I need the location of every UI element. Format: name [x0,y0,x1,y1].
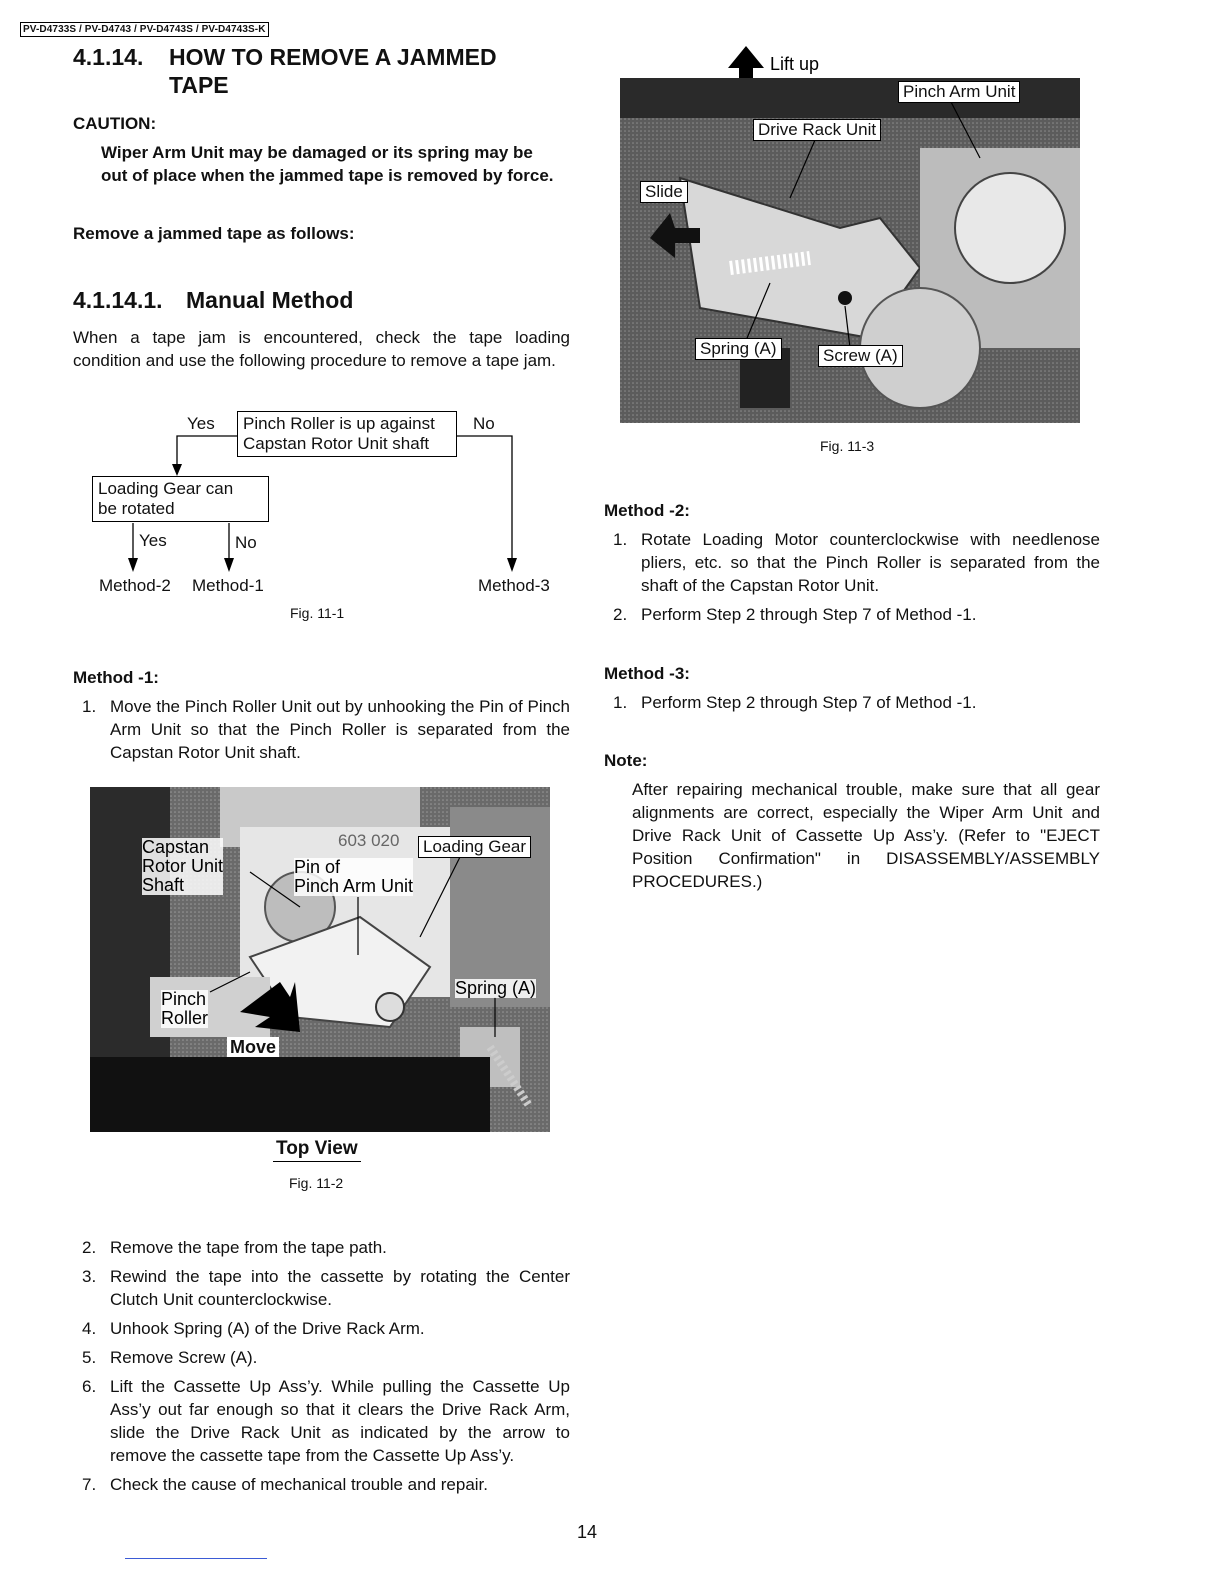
step-text: Perform Step 2 through Step 7 of Method -1. [641,693,977,712]
subsection-text: When a tape jam is encountered, check the tape loading condition and use the following procedure to remove a tape jam. [73,328,570,370]
fig2-view-label: Top View [273,1138,361,1162]
section-number: 4.1.14. [73,44,144,70]
list-item [613,528,1100,597]
step-number: 2. [613,605,628,624]
step-text: Lift the Cassette Up Ass’y. While pulling the Cassette Up Ass’y out far enough so that it clears the Drive Rack Arm, slide the Drive Rack Unit as indicated by the arrow to remove the cassette tape from the Cassette Up Ass’y. [110,1377,570,1465]
step-text: Move the Pinch Roller Unit out by unhooking the Pin of Pinch Arm Unit so that the Pinch Roller is separated from the Capstan Rotor Unit shaft. [110,697,570,762]
flow-box-pinch-roller [237,411,457,457]
fig3-photo [620,78,1080,423]
fig2-capstan-line3: Shaft [142,875,185,895]
fig2-photo [90,787,550,1132]
caution-line2: out of place when the jammed tape is removed by force. [101,166,554,185]
fig1-caption: Fig. 11-1 [290,605,345,621]
step-text: Perform Step 2 through Step 7 of Method -1. [641,605,977,624]
fig2-pinch-roller-label [161,990,208,1028]
list-item [82,1317,570,1340]
section-title-line2: TAPE [169,72,229,98]
step-number: 7. [82,1475,97,1494]
fig2-capstan-line1: Capstan [142,837,210,857]
list-item [82,1375,570,1467]
list-item [82,695,570,764]
subsection-number: 4.1.14.1. [73,287,163,313]
step-text: Rewind the tape into the cassette by rotating the Center Clutch Unit counterclockwise. [110,1267,570,1309]
caution-line1: Wiper Arm Unit may be damaged or its spring may be [101,143,533,162]
method3-title: Method -3: [604,664,690,683]
step-number: 1. [613,693,628,712]
flow-box-pinch-line2: Capstan Rotor Unit shaft [243,434,430,453]
step-number: 6. [82,1377,97,1396]
method2-title: Method -2: [604,501,690,520]
fig2-caption: Fig. 11-2 [289,1175,344,1191]
fig3-caption: Fig. 11-3 [820,438,875,454]
step-text: Check the cause of mechanical trouble and repair. [110,1475,489,1494]
fig3-screw-label: Screw (A) [818,345,903,367]
flowchart-lines [0,0,600,640]
list-item [82,1265,570,1311]
step-text: Remove Screw (A). [110,1348,258,1367]
fig2-pin-line2: Pinch Arm Unit [294,876,414,896]
fig3-spring-label: Spring (A) [695,338,782,360]
fig2-spring-label: Spring (A) [455,978,537,998]
flow-no-2: No [235,533,257,552]
fig3-drive-rack-label: Drive Rack Unit [753,119,881,141]
list-item [82,1473,570,1496]
subsection-title: Manual Method [186,287,354,313]
method1-steps-list [82,1236,570,1496]
step-number: 1. [613,530,628,549]
fig3-pinch-arm-label: Pinch Arm Unit [898,81,1020,103]
step-number: 2. [82,1238,97,1257]
intro-text: Remove a jammed tape as follows: [73,224,355,243]
method3-steps-list [613,691,1100,714]
method1-title: Method -1: [73,668,159,687]
flow-method-2: Method-2 [99,576,171,595]
fig2-pin-label [294,858,413,896]
fig2-loading-gear-label: Loading Gear [418,836,531,858]
footer-rule [125,1558,267,1559]
fig2-capstan-line2: Rotor Unit [142,856,224,876]
flowchart [0,0,600,640]
caution-label: CAUTION: [73,114,157,133]
method2-steps-list [613,528,1100,626]
flow-no-1: No [473,414,495,433]
list-item [613,691,1100,714]
section-title-line1: HOW TO REMOVE A JAMMED [169,44,497,70]
step-number: 3. [82,1267,97,1286]
flow-box-gear-line2: be rotated [98,499,175,518]
note-title: Note: [604,751,648,770]
fig2-pinch-line1: Pinch [161,989,207,1009]
model-numbers: PV-D4733S / PV-D4743 / PV-D4743S / PV-D4743S-K [20,22,269,37]
flow-yes-1: Yes [187,414,215,433]
fig3-lift-up-label: Lift up [770,54,820,74]
flow-yes-2: Yes [139,531,167,550]
flow-box-pinch-line1: Pinch Roller is up against [243,414,435,433]
flow-method-1: Method-1 [192,576,264,595]
step-text: Remove the tape from the tape path. [110,1238,387,1257]
flow-method-3: Method-3 [478,576,550,595]
note-text: After repairing mechanical trouble, make sure that all gear alignments are correct, especially the Wiper Arm Unit and Drive Rack Unit of Cassette Up Ass’y. (Refer to "EJECT Position Confirmation" in DISASSEMBLY/ASSEMBLY PROCEDURES.) [632,780,1100,891]
list-item [613,603,1100,626]
list-item [82,1236,570,1259]
fig2-part-number: 603 020 [338,831,400,850]
fig3-slide-label: Slide [640,181,688,203]
fig2-capstan-label [142,838,223,895]
method1-step1-list [82,695,570,764]
fig2-pin-line1: Pin of [294,857,341,877]
step-text: Unhook Spring (A) of the Drive Rack Arm. [110,1319,425,1338]
flow-box-loading-gear [92,476,269,522]
step-text: Rotate Loading Motor counterclockwise with needlenose pliers, etc. so that the Pinch Roller is separated from the shaft of the Capstan Rotor Unit. [641,530,1100,595]
list-item [82,1346,570,1369]
page-number: 14 [577,1522,598,1542]
fig2-pinch-line2: Roller [161,1008,209,1028]
step-number: 5. [82,1348,97,1367]
step-number: 1. [82,697,97,716]
step-number: 4. [82,1319,97,1338]
fig2-move-label: Move [227,1037,279,1057]
flow-box-gear-line1: Loading Gear can [98,479,234,498]
